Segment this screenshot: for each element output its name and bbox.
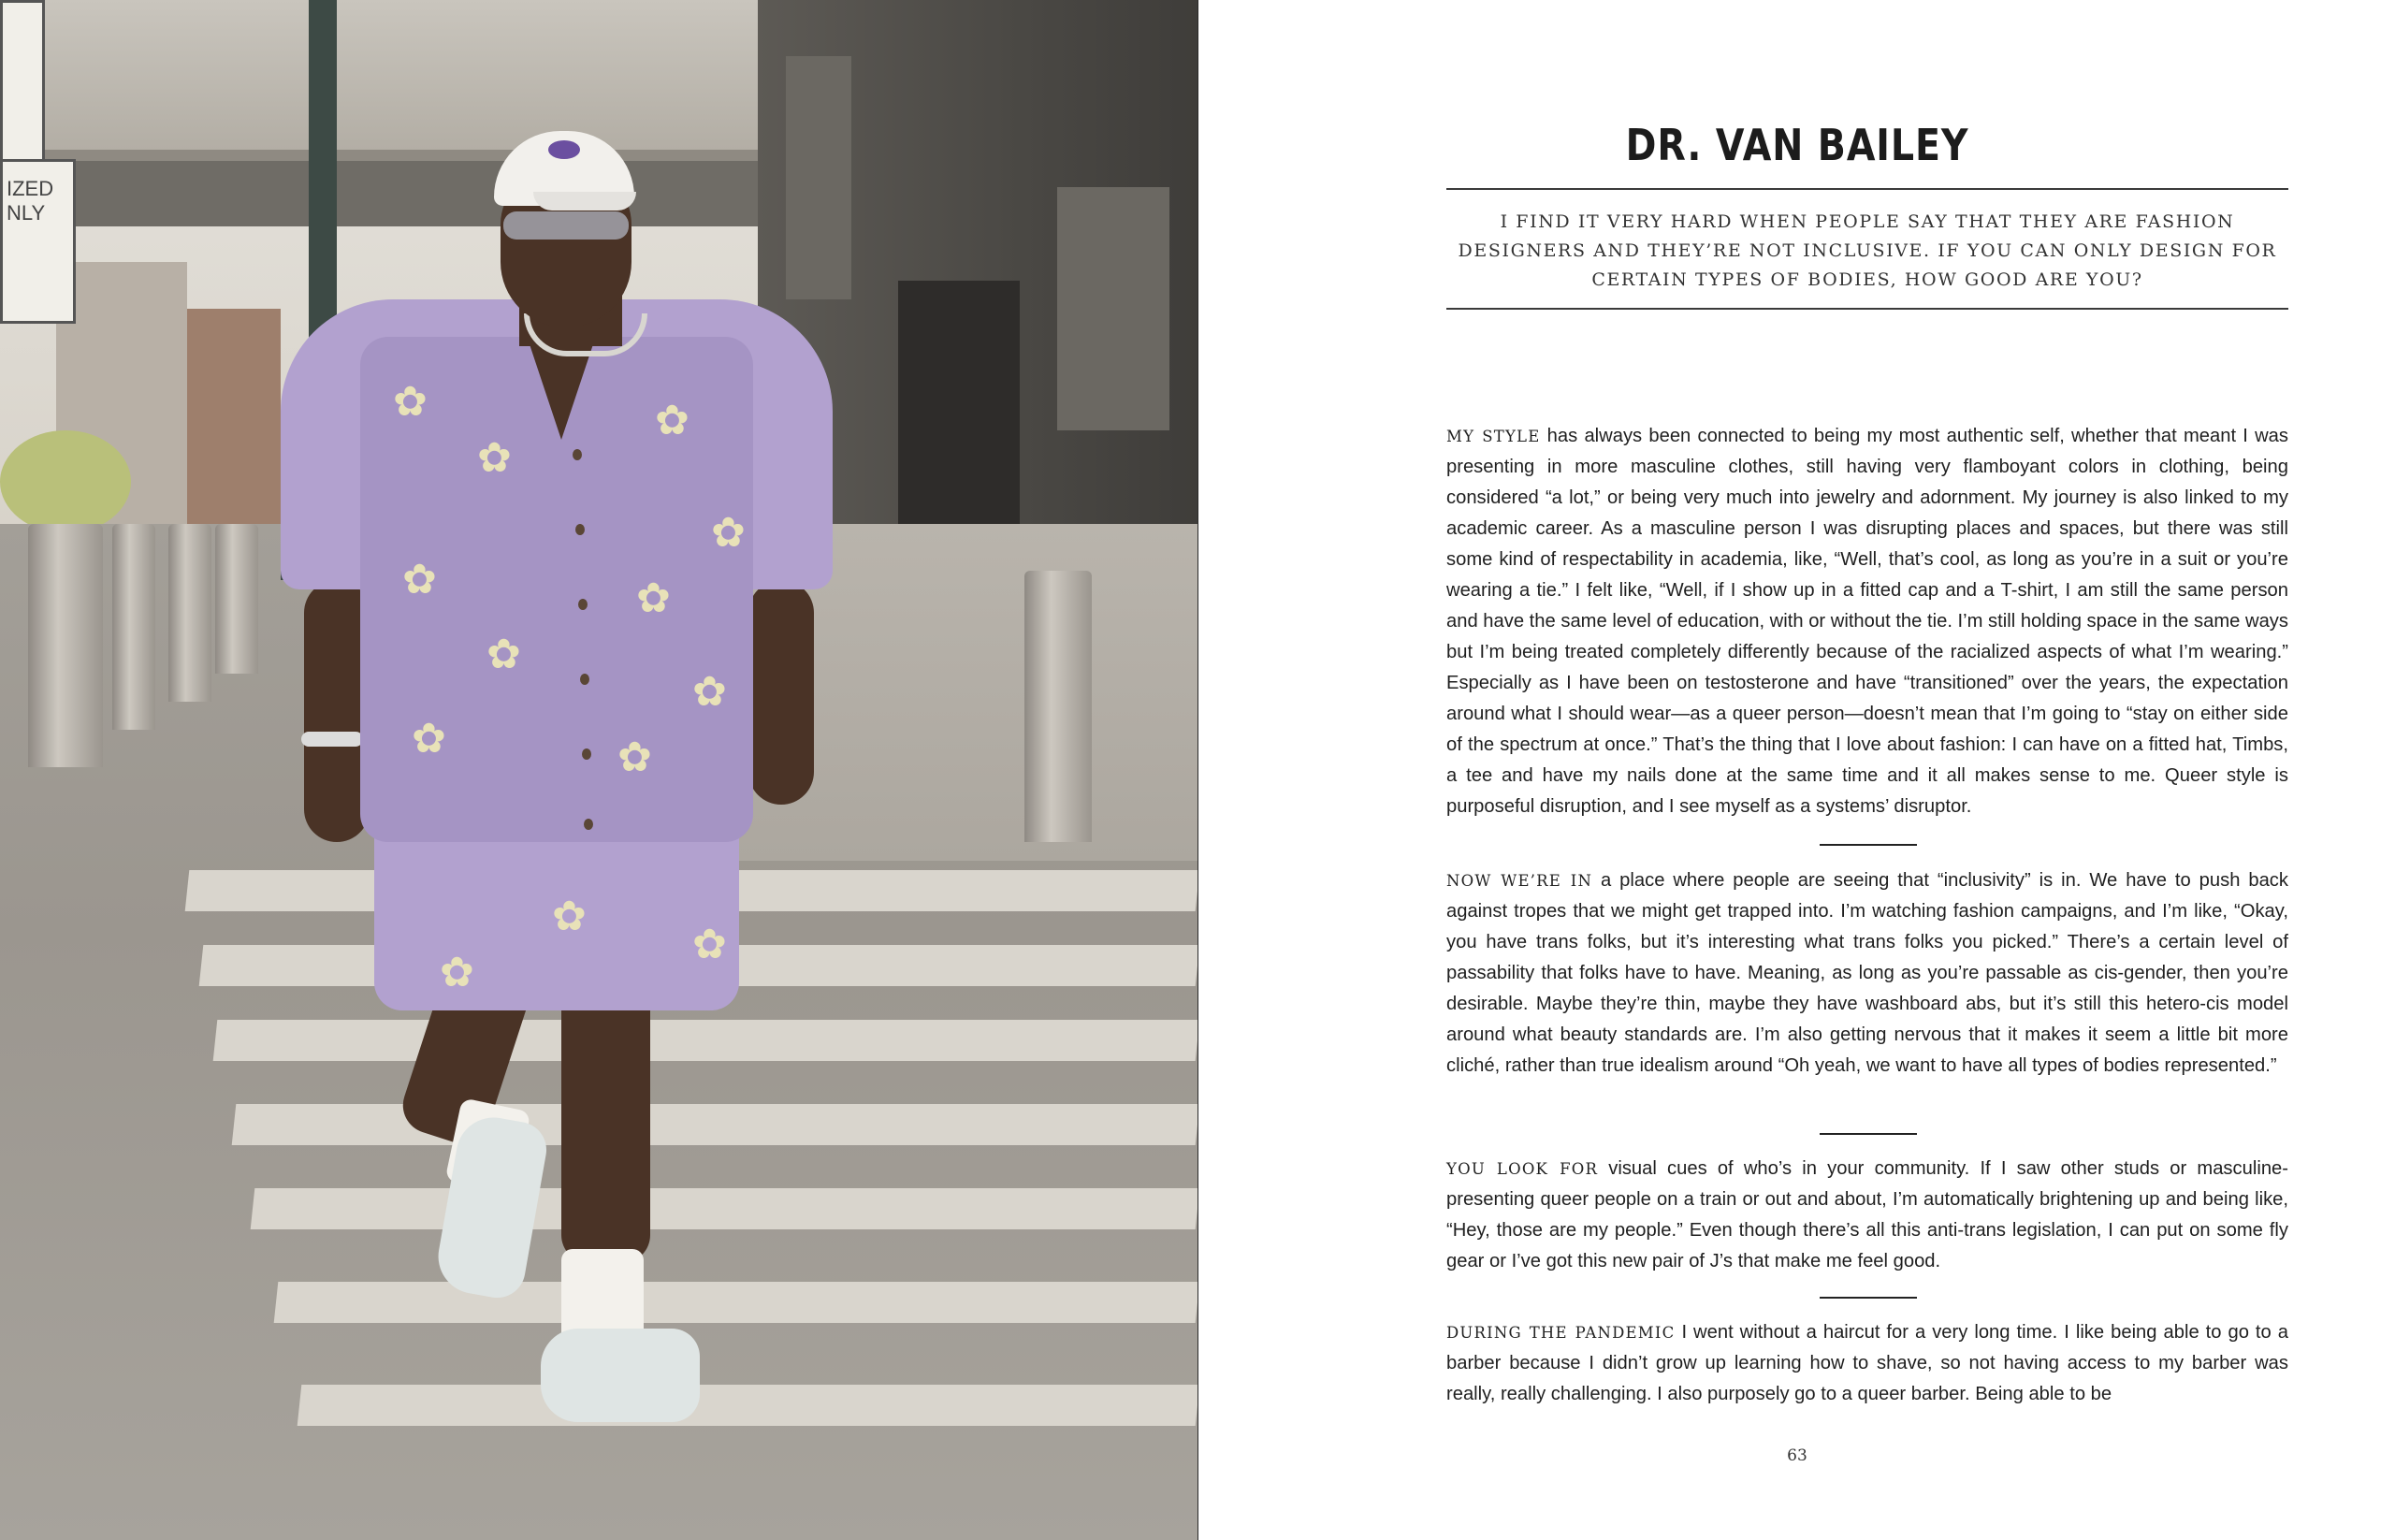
section-divider bbox=[1820, 844, 1917, 846]
page-number: 63 bbox=[1787, 1446, 1807, 1465]
body-paragraph bbox=[1446, 1317, 2288, 1410]
cap-logo bbox=[548, 140, 580, 159]
body-paragraph bbox=[1446, 1154, 2288, 1277]
paragraph-text: visual cues of who’s in your community. If I saw other studs or masculine-presenting queer people on a train or out and about, I’m automatically brightening up and being like, “Hey, those are my people.” Even though there’s all this anti-trans legislation, I can put on some fly gear or I’ve got this new pair of J’s that make me feel good. bbox=[1446, 1158, 2288, 1271]
section-divider bbox=[1820, 1297, 1917, 1299]
shirt-button bbox=[584, 819, 593, 830]
arm-right bbox=[748, 580, 814, 805]
shirt-flower: ✿ bbox=[393, 378, 428, 426]
shirt-flower: ✿ bbox=[402, 556, 437, 603]
paragraph-lead: DURING THE PANDEMIC bbox=[1446, 1324, 1676, 1342]
body-paragraph bbox=[1446, 421, 2288, 822]
shirt-flower: ✿ bbox=[636, 574, 671, 622]
shorts-flower: ✿ bbox=[552, 893, 587, 940]
shirt-flower: ✿ bbox=[486, 631, 521, 678]
title-rule-top bbox=[1446, 188, 2288, 190]
shirt-flower: ✿ bbox=[477, 434, 512, 482]
sunglasses bbox=[503, 211, 629, 240]
cap-brim bbox=[533, 192, 636, 211]
shirt-button bbox=[578, 599, 588, 610]
shirt-flower: ✿ bbox=[711, 509, 746, 557]
paragraph-lead: NOW WE’RE IN bbox=[1446, 872, 1593, 890]
croc-right bbox=[541, 1329, 700, 1422]
shirt-flower: ✿ bbox=[412, 715, 446, 763]
shirt-button bbox=[575, 524, 585, 535]
shirt-flower: ✿ bbox=[655, 397, 689, 444]
shirt-button bbox=[573, 449, 582, 460]
parking-sign-text: IZED bbox=[7, 177, 54, 200]
paragraph-text: I went without a haircut for a very long time. I like being able to go to a barber because I didn’t grow up learning how to shave, so not having access to my barber was really, really challenging. I also purposely go to a queer barber. Being able to be bbox=[1446, 1322, 2288, 1404]
section-divider bbox=[1820, 1133, 1917, 1135]
shorts-flower: ✿ bbox=[440, 949, 474, 996]
shirt-button bbox=[582, 748, 591, 760]
shorts-flower: ✿ bbox=[692, 921, 727, 968]
parking-sign-text: NLY bbox=[7, 201, 46, 225]
bracelet bbox=[301, 732, 363, 747]
paragraph-text: has always been connected to being my most authentic self, whether that meant I was presenting in more masculine clothes, still having very flamboyant colors in clothing, being considered “a lot,” or being very much into jewelry and adornment. My journey is also linked to my academic career. As a masculine person I was disrupting places and spaces, but there was still some kind of respectability in academia, like, “Well, that’s cool, as long as you’re in a suit or you’re wearing a tie.” I felt like, “Well, if I show up in a fitted cap and a T-shirt, I am still the same person and have the same level of education, with or without the tie. I’m still holding space in the same ways but I’m being treated completely differently because of the racialized aspects of what I’m wearing.” Especially as I have been on testosterone and have “transitioned” over the years, the expectation around what I should wear—as a queer person—doesn’t mean that I’m going to “stay on either side of the spectrum at once.” That’s the thing that I love about fashion: I can have on a fitted hat, Timbs, a tee and have my nails done at the same time and it all makes sense to me. Queer style is purposeful disruption, and I see myself as a systems’ disruptor. bbox=[1446, 426, 2288, 817]
leg-right bbox=[561, 982, 650, 1263]
shirt-flower: ✿ bbox=[617, 734, 652, 781]
book-page bbox=[1198, 0, 2395, 1540]
title-rule-bottom bbox=[1446, 308, 2288, 310]
paragraph-lead: YOU LOOK FOR bbox=[1446, 1160, 1599, 1178]
shirt-button bbox=[580, 674, 589, 685]
pull-quote: I FIND IT VERY HARD WHEN PEOPLE SAY THAT THEY ARE FASHION DESIGNERS AND THEY’RE NOT INCLUSIVE. IF YOU CAN ONLY DESIGN FOR CERTAIN TYPES OF BODIES, HOW GOOD ARE YOU? bbox=[1458, 211, 2277, 290]
paragraph-lead: MY STYLE bbox=[1446, 428, 1541, 445]
paragraph-text: a place where people are seeing that “inclusivity” is in. We have to push back against tropes that we might get trapped into. I’m watching fashion campaigns, and I’m like, “Okay, you have trans folks, but it’s interesting what trans folks you picked.” There’s a certain level of passability that folks have to have. Meaning, as long as you’re passable as cis-gender, then you’re desirable. Maybe they’re thin, maybe they have washboard abs, but it’s still this hetero-cis model around what beauty standards are. I’m also getting nervous that it makes it seem a little bit more cliché, rather than true idealism around “Oh yeah, we want to have all types of bodies represented.” bbox=[1446, 870, 2288, 1076]
shirt-flower: ✿ bbox=[692, 668, 727, 716]
body-paragraph bbox=[1446, 865, 2288, 1082]
page-title: DR. VAN BAILEY bbox=[1625, 120, 1969, 170]
